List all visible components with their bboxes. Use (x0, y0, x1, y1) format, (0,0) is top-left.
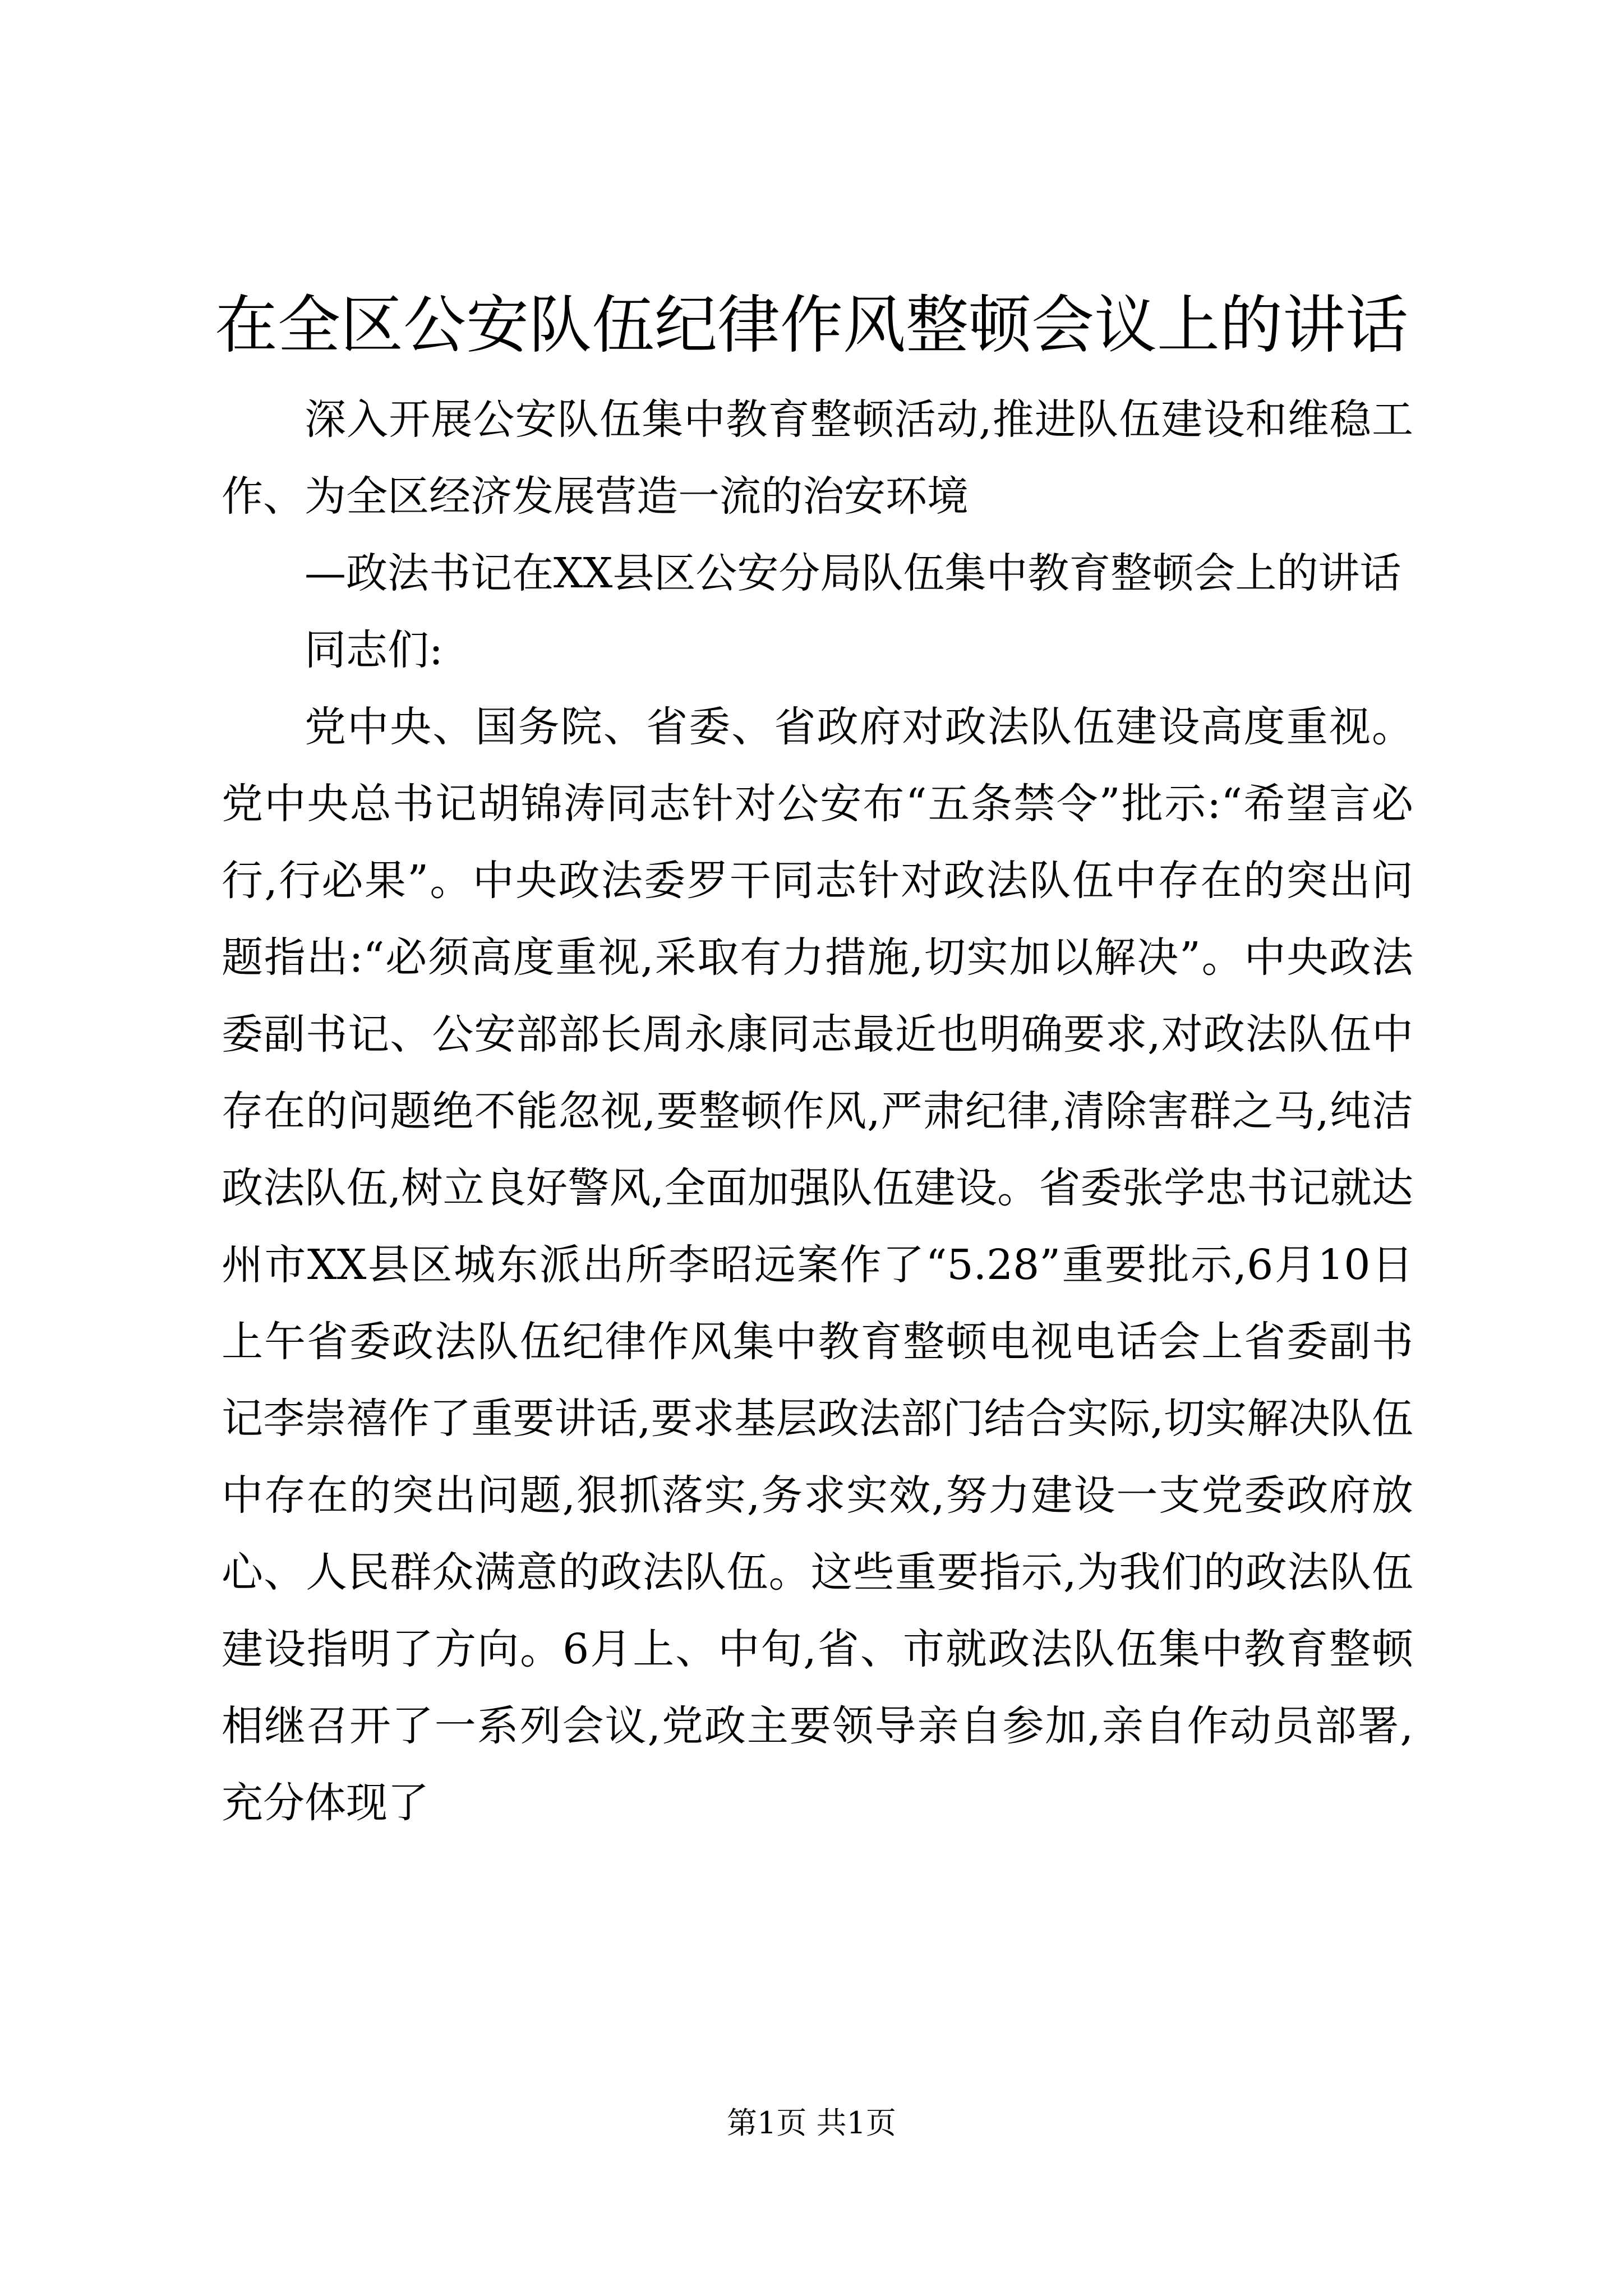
byline-paragraph: —政法书记在XX县区公安分局队伍集中教育整顿会上的讲话 (305, 549, 1401, 597)
salutation-paragraph: 同志们: (305, 626, 443, 674)
body-paragraph: 党中央、国务院、省委、省政府对政法队伍建设高度重视。党中央总书记胡锦涛同志针对公安布“五条禁令”批示:“希望言必行,行必果”。中央政法委罗干同志针对政法队伍中存在的突出问题指出:“必须高度重视,采取有力措施,切实加以解决”。中央政法委副书记、公安部部长周永康同志最近也明确要求,对政法队伍中存在的问题绝不能忽视,要整顿作风,严肃纪律,清除害群之马,纯洁政法队伍,树立良好警风,全面加强队伍建设。省委张学忠书记就达州市XX县区城东派出所李昭远案作了“5.28”重要批示,6月10日上午省委政法队伍纪律作风集中教育整顿电视电话会上省委副书记李崇禧作了重要讲话,要求基层政法部门结合实际,切实解决队伍中存在的突出问题,狠抓落实,务求实效,努力建设一支党委政府放心、人民群众满意的政法队伍。这些重要指示,为我们的政法队伍建设指明了方向。6月上、中旬,省、市就政法队伍集中教育整顿相继召开了一系列会议,党政主要领导亲自参加,亲自作动员部署,充分体现了 (222, 703, 1413, 1827)
document-body (222, 381, 1413, 1842)
document-title: 在全区公安队伍纪律作风整顿会议上的讲话 (215, 289, 1408, 362)
page-footer: 第1页 共1页 (727, 2105, 896, 2141)
subtitle-paragraph: 深入开展公安队伍集中教育整顿活动,推进队伍建设和维稳工作、为全区经济发展营造一流的治安环境 (222, 395, 1413, 521)
